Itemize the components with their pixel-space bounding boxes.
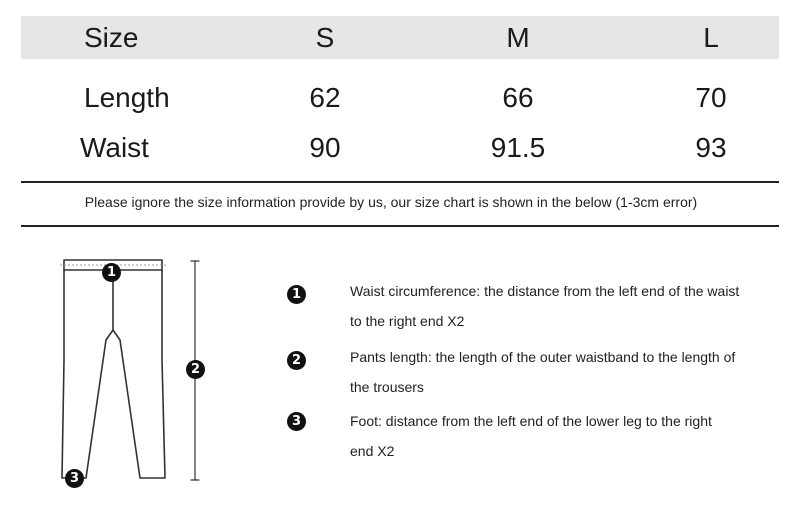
header-size-l: L — [703, 22, 719, 53]
header-size-label: Size — [84, 22, 139, 53]
header-size-s: S — [315, 22, 335, 53]
legend-bullet-1: 1 — [287, 285, 306, 304]
row-length-s: 62 — [309, 82, 341, 113]
legend-bullet-2: 2 — [287, 351, 306, 370]
row-length-m: 66 — [502, 82, 534, 113]
header-size-m: M — [506, 22, 530, 53]
diagram-marker-waist: 1 — [102, 263, 121, 282]
legend-bullet-3: 3 — [287, 412, 306, 431]
row-waist-l: 93 — [695, 132, 727, 163]
row-length-l: 70 — [695, 82, 727, 113]
row-waist-s: 90 — [309, 132, 341, 163]
row-waist-m: 91.5 — [490, 132, 546, 163]
diagram-marker-foot: 3 — [65, 469, 84, 488]
legend-item-3-line1: Foot: distance from the left end of the lower leg to the right — [350, 413, 712, 429]
legend-item-1-line2: to the right end X2 — [350, 313, 465, 329]
legend-item-2-line2: the trousers — [350, 379, 424, 395]
row-length-label: Length — [84, 82, 170, 113]
legend-item-1-line1: Waist circumference: the distance from the left end of the waist — [350, 283, 740, 299]
diagram-marker-length: 2 — [186, 360, 205, 379]
legend-item-3-line2: end X2 — [350, 443, 395, 459]
legend-item-2-line1: Pants length: the length of the outer waistband to the length of — [350, 349, 736, 365]
size-disclaimer-note: Please ignore the size information provide by us, our size chart is shown in the below (1-3cm error) — [84, 194, 698, 210]
row-waist-label: Waist — [80, 132, 149, 163]
